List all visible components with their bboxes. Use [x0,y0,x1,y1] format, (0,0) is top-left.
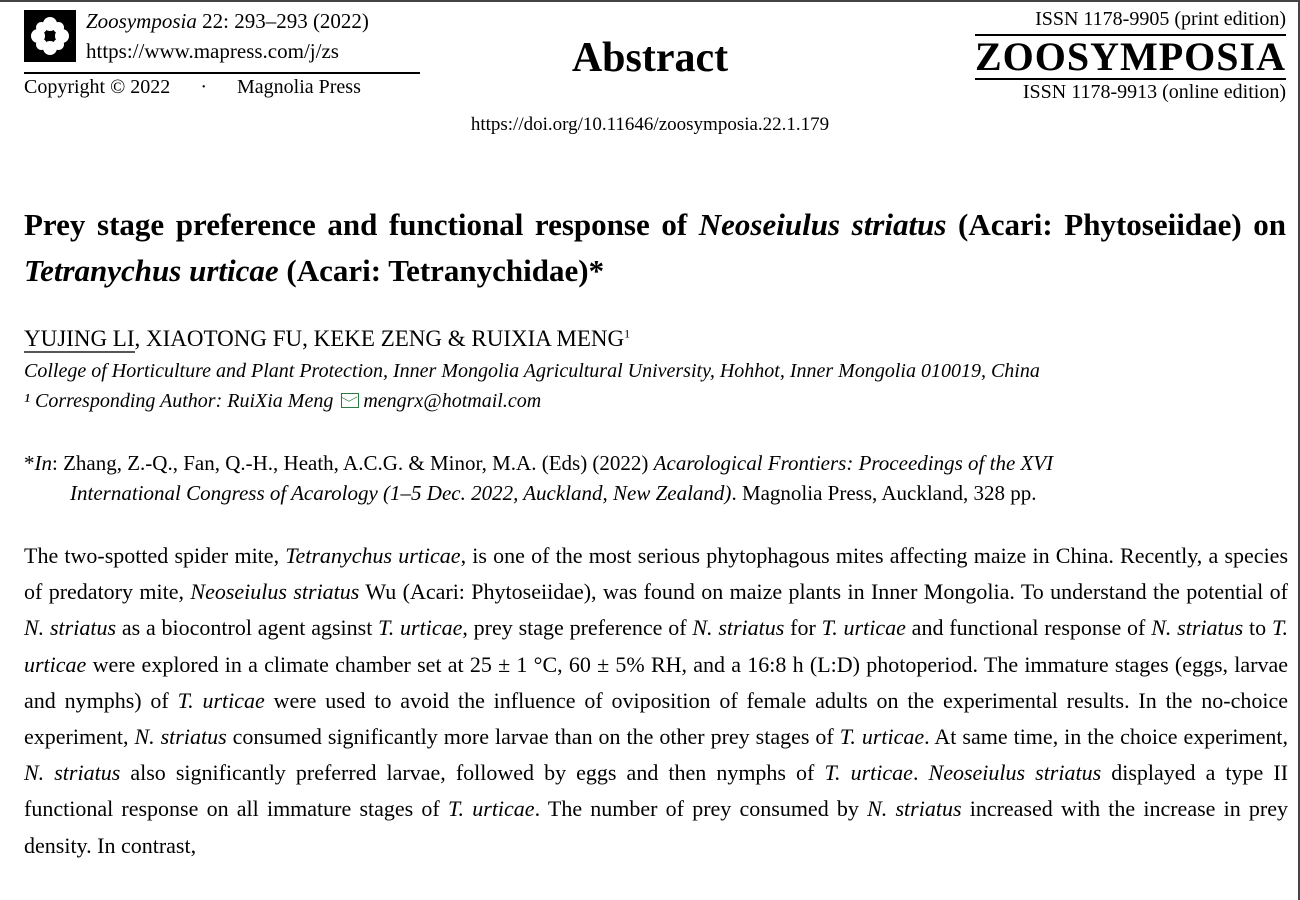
copyright-text: Copyright © 2022 [24,76,171,98]
species-name: N. striatus [134,724,227,750]
separator-dot: · [200,76,207,98]
abstract-text: to [1243,615,1272,641]
publisher-name: Magnolia Press [236,76,361,98]
page-top-border [0,0,1300,2]
citation-book-title-1: Acarological Frontiers: Proceedings of the XVI [653,451,1054,475]
other-authors: , XIAOTONG FU, KEKE ZENG & RUIXIA MENG [134,326,625,351]
species-name: N. striatus [24,615,117,641]
species-name: T. urticae [839,724,925,750]
author-superscript: 1 [624,326,631,341]
issn-block [975,6,1286,104]
species-name: N. striatus [24,760,121,786]
species-name: T. urticae [378,615,463,641]
affiliation: College of Horticulture and Plant Protection, Inner Mongolia Agricultural University, Hohhot, Inner Mongolia 010019, China [24,360,1040,382]
first-author[interactable]: YUJING LI [24,326,135,351]
abstract-text: . [912,760,929,786]
species-name: N. striatus [692,615,785,641]
citation-asterisk: * [24,451,35,475]
abstract-text: were used to avoid the influence of oviposition of female adults on the experimental results. In the no-choice experiment, [24,687,1289,750]
abstract-text: . At same time, in the choice experiment, [924,724,1288,750]
title-species-2: Tetranychus urticae [24,253,279,288]
issn-print: ISSN 1178-9905 (print edition) [975,6,1286,36]
citation-publisher: . Magnolia Press, Auckland, 328 pp. [731,481,1037,505]
species-name: T. urticae [177,687,265,713]
abstract-text: . The number of prey consumed by [534,796,868,822]
abstract-text: for [784,615,822,641]
abstract-text: , prey stage preference of [462,615,693,641]
proceedings-citation [24,448,1286,508]
species-name: T. urticae [447,796,535,822]
title-part-3: (Acari: Tetranychidae)* [278,253,605,288]
species-name: T. urticae [824,760,913,786]
abstract-text: displayed a type II functional response on all immature stages of [24,760,1289,822]
journal-ref: 22: 293–293 (2022) [202,9,369,33]
abstract-text: also significantly preferred larvae, followed by eggs and then nymphs of [120,760,825,786]
abstract-text: , is one of the most serious phytophagous mites affecting maize in China. Recently, a species of predatory mite, [24,543,1289,605]
citation-editors: : Zhang, Z.-Q., Fan, Q.-H., Heath, A.C.G. & Minor, M.A. (Eds) (2022) [52,451,654,475]
species-name: T. urticae [821,615,906,641]
title-part-2: (Acari: Phytoseiidae) on [946,207,1287,242]
title-species-1: Neoseiulus striatus [698,207,947,242]
species-name: N. striatus [1151,615,1244,641]
journal-ref-italic: Zoosymposia [86,9,197,33]
journal-name: ZOOSYMPOSIA [974,34,1286,79]
section-heading: Abstract [571,35,729,81]
corresponding-label: ¹ Corresponding Author: RuiXia Meng [24,390,334,412]
species-name: N. striatus [867,796,962,822]
abstract-body [24,538,1288,864]
paper-title [24,202,1286,294]
author-list [24,326,630,352]
corresponding-email[interactable]: mengrx@hotmail.com [363,390,542,412]
abstract-text: consumed significantly more larvae than on the other prey stages of [226,724,840,750]
doi-link[interactable]: https://doi.org/10.11646/zoosymposia.22.1.179 [470,114,830,135]
email-icon[interactable] [341,393,359,408]
abstract-text: and functional response of [905,615,1152,641]
abstract-text: Wu (Acari: Phytoseiidae), was found on maize plants in Inner Mongolia. To understand the potential of [359,579,1288,605]
title-part-1: Prey stage preference and functional response of [24,207,699,242]
issn-online: ISSN 1178-9913 (online edition) [975,78,1286,104]
abstract-text: The two-spotted spider mite, [24,543,286,568]
species-name: T. urticae [24,615,1289,677]
citation-book-title-2: International Congress of Acarology (1–5 Dec. 2022, Auckland, New Zealand) [70,481,732,505]
abstract-text: as a biocontrol agent agsinst [116,615,379,641]
species-name: Tetranychus urticae [285,543,461,568]
citation-in: In [34,451,52,475]
species-name: Neoseiulus striatus [928,760,1102,786]
corresponding-author [24,390,541,413]
abstract-text: were explored in a climate chamber set at 25 ± 1 °C, 60 ± 5% RH, and a 16:8 h (L:D) photoperiod. The immature stages (eggs, larvae and nymphs) of [24,651,1288,713]
abstract-text: increased with the increase in prey density. In contrast, [24,796,1289,858]
species-name: Neoseiulus striatus [190,579,360,605]
journal-url[interactable]: https://www.mapress.com/j/zs [86,39,339,63]
